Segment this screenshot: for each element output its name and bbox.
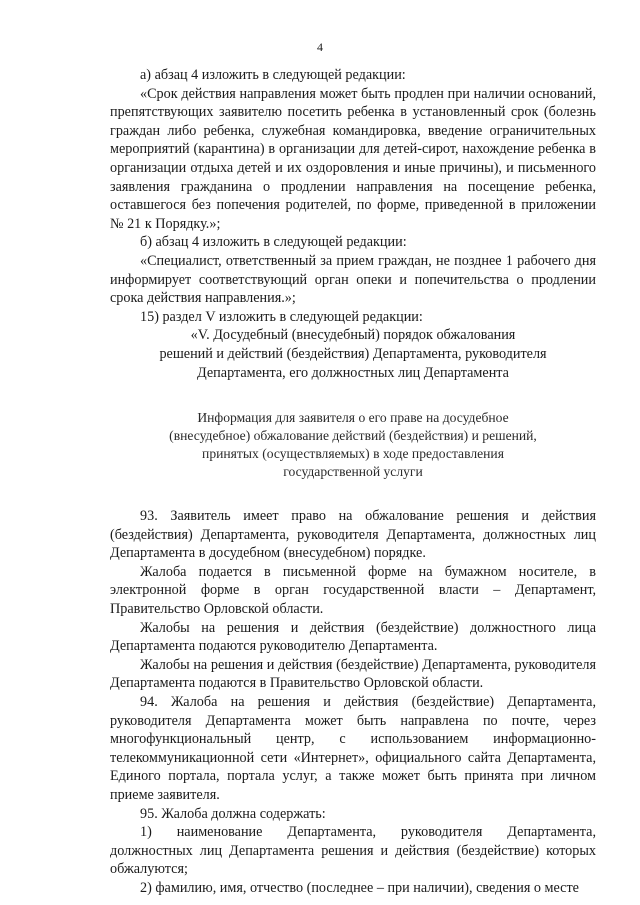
info-heading bbox=[110, 409, 596, 481]
paragraph-complaint-official: Жалобы на решения и действия (бездействие) должностного лица Департамента подаются руководителю Департамента. bbox=[110, 619, 596, 655]
info-heading-line: Информация для заявителя о его праве на досудебное bbox=[197, 410, 509, 426]
document-body bbox=[110, 66, 596, 898]
paragraph-93: 93. Заявитель имеет право на обжалование решения и действия (бездействия) Департамента, руководителя Департамента, должностных лиц Департамента в досудебном (внесудебном) порядке. bbox=[110, 508, 596, 562]
paragraph-quote-specialist: «Специалист, ответственный за прием граждан, не позднее 1 рабочего дня информирует соответствующий орган опеки и попечительства о продлении срока действия направления.»; bbox=[110, 252, 596, 307]
paragraph-94: 94. Жалоба на решения и действия (бездействие) Департамента, руководителя Департамента может быть направлена по почте, через многофункциональный центр, с использованием информационно-телекоммуникационной сети «Интернет», официального сайта Департамента, Единого портала, портала услуг, а также может быть принята при личном приеме заявителя. bbox=[110, 694, 596, 803]
paragraph-quote-term: «Срок действия направления может быть продлен при наличии оснований, препятствующих заявителю посетить ребенка в установленный срок (болезнь граждан либо ребенка, служебная командировка, введение ограничительных мероприятий (карантина) в организации для детей-сирот, нахождение ребенка в организации отдыха детей и их оздоровления и иные причины), и письменного заявления гражданина о продлении направления на посещение ребенка, оставшегося без попечения родителей, по форме, приведенной в приложении № 21 к Порядку.»; bbox=[110, 85, 596, 232]
info-heading-line: государственной услуги bbox=[283, 464, 423, 480]
info-heading-line: принятых (осуществляемых) в ходе предоставления bbox=[202, 446, 504, 462]
section-heading-line: Департамента, его должностных лиц Департамента bbox=[197, 364, 509, 381]
page-number: 4 bbox=[317, 40, 323, 54]
info-heading-line: (внесудебное) обжалование действий (бездействия) и решений, bbox=[169, 428, 537, 444]
paragraph-amend-b: б) абзац 4 изложить в следующей редакции: bbox=[140, 234, 407, 251]
paragraph-complaint-department: Жалобы на решения и действия (бездействие) Департамента, руководителя Департамента подаются в Правительство Орловской области. bbox=[110, 656, 596, 692]
section-heading-line: решений и действий (бездействия) Департамента, руководителя bbox=[159, 345, 547, 362]
paragraph-95: 95. Жалоба должна содержать: bbox=[140, 805, 326, 822]
paragraph-section-15: 15) раздел V изложить в следующей редакции: bbox=[140, 308, 423, 325]
paragraph-95-item-2: 2) фамилию, имя, отчество (последнее – при наличии), сведения о месте bbox=[140, 879, 579, 896]
paragraph-95-item-1: 1) наименование Департамента, руководителя Департамента, должностных лиц Департамента решения и действия (бездействие) которых обжалуются; bbox=[110, 824, 596, 878]
section-heading bbox=[110, 326, 596, 382]
paragraph-complaint-form: Жалоба подается в письменной форме на бумажном носителе, в электронной форме в орган государственной власти – Департамент, Правительство Орловской области. bbox=[110, 563, 596, 618]
spacer bbox=[110, 481, 596, 507]
paragraph-amend-a: а) абзац 4 изложить в следующей редакции: bbox=[140, 67, 406, 83]
section-heading-line: «V. Досудебный (внесудебный) порядок обжалования bbox=[190, 327, 516, 344]
